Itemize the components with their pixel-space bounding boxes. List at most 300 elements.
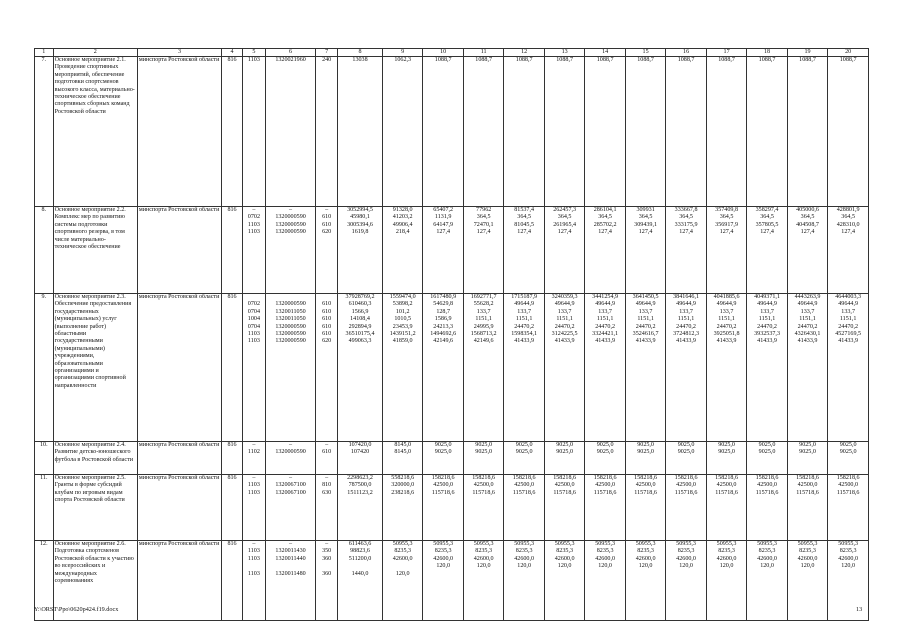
cell-value: 120,0	[800, 563, 815, 570]
cell-value: 787500,0	[348, 482, 372, 489]
year-amount	[585, 57, 625, 207]
year-amount	[504, 57, 544, 207]
cell-value: 8235,3	[677, 548, 695, 555]
cell-value: 1103	[247, 57, 260, 63]
cell-value: 115718,6	[715, 489, 738, 496]
year-amount	[504, 475, 544, 541]
cell-value: 218,4	[395, 229, 410, 236]
year-amount	[463, 207, 503, 294]
cell-value: 42500,0	[514, 482, 535, 489]
cell-value: 127,4	[800, 229, 815, 236]
cell-value: 133,7	[557, 308, 572, 315]
cell-value: 158218,6	[431, 475, 455, 481]
cell-value: 42600,0	[676, 555, 696, 562]
cell-value: 1440,0	[351, 570, 369, 577]
column-number: 14	[585, 49, 625, 57]
cell-value: –	[325, 207, 329, 213]
cell-value: 8145,0	[394, 449, 412, 456]
cell-value: 50955,3	[716, 541, 737, 547]
grbs-code: 816	[222, 541, 243, 621]
total-amount	[338, 442, 383, 475]
year-amount	[706, 475, 746, 541]
year-amount	[423, 57, 463, 207]
cell-value: 133,7	[517, 308, 531, 315]
total-amount	[338, 207, 383, 294]
year-amount	[828, 475, 869, 541]
cell-value: 3005394,6	[347, 221, 373, 228]
year-amount	[625, 442, 665, 475]
year-amount	[625, 207, 665, 294]
cell-value: 1511123,2	[347, 489, 373, 496]
year-amount	[585, 541, 625, 621]
cell-value: 24470,2	[514, 323, 535, 330]
cell-value	[384, 563, 421, 570]
cell-value: 9025,0	[839, 442, 857, 448]
year-amount	[828, 442, 869, 475]
cell-value: 1320000590	[275, 214, 306, 221]
cell-value: 115718,6	[472, 489, 495, 496]
cell-value: 1320011050	[275, 316, 306, 323]
cell-value: 24470,2	[554, 323, 575, 330]
cell-value: 50955,3	[797, 541, 818, 547]
grbs-code: 816	[222, 207, 243, 294]
year-amount	[585, 442, 625, 475]
cell-value: 1151,1	[758, 316, 776, 323]
cell-value: 9025,0	[799, 442, 816, 448]
year-amount	[585, 475, 625, 541]
section-code	[242, 207, 265, 294]
cell-value: 1320000590	[275, 229, 306, 236]
cell-value: 133,7	[638, 308, 653, 315]
cell-value: 358297,4	[755, 207, 779, 213]
executor: минспорта Ростовской области	[137, 207, 221, 294]
cell-value: 1598354,1	[511, 331, 538, 338]
cell-value: 158218,6	[512, 475, 536, 481]
cell-value: 364,5	[638, 214, 653, 221]
cell-value: 261965,4	[553, 221, 577, 228]
cell-value: 610	[322, 316, 332, 323]
cell-value: 120,0	[557, 563, 572, 570]
cell-value: 610	[322, 331, 332, 338]
cell-value: 428801,9	[836, 207, 860, 213]
cell-value: 1088,7	[515, 57, 533, 63]
year-amount	[382, 294, 422, 442]
cell-value: 1151,1	[596, 316, 614, 323]
cell-value: 115718,6	[674, 489, 698, 496]
cell-value: 9025,0	[718, 442, 735, 448]
cell-value: 120,0	[436, 563, 451, 570]
cell-value: 42600,0	[797, 555, 818, 562]
cell-value: 620	[322, 338, 332, 345]
cell-value	[244, 563, 264, 570]
cell-value: 364,5	[679, 214, 693, 221]
cell-value: 158218,6	[593, 475, 617, 481]
year-amount	[544, 541, 584, 621]
cell-value: 64147,9	[433, 221, 454, 228]
cell-value: 1103	[247, 338, 260, 345]
cell-value: 610	[322, 214, 332, 221]
cell-value: 1617480,9	[430, 294, 457, 300]
cell-value: 13038	[352, 57, 368, 63]
cell-value: 49644,9	[514, 301, 535, 308]
cell-value: 333667,8	[674, 207, 698, 213]
year-amount	[787, 207, 827, 294]
cell-value: 127,4	[841, 229, 855, 236]
cell-value: 158218,6	[472, 475, 496, 481]
cell-value: 558218,6	[391, 475, 415, 481]
cell-value: 133,7	[841, 308, 855, 315]
cell-value: 158218,6	[836, 475, 860, 481]
year-amount	[828, 57, 869, 207]
cell-value: 41433,9	[757, 338, 777, 345]
cell-value: 364,5	[841, 214, 855, 221]
cell-value: 1103	[247, 229, 260, 236]
cell-value: 1151,1	[839, 316, 857, 323]
year-amount	[423, 207, 463, 294]
year-amount	[706, 294, 746, 442]
cell-value: 364,5	[800, 214, 815, 221]
target-code	[265, 57, 315, 207]
year-amount	[382, 57, 422, 207]
cell-value: 24470,2	[676, 323, 696, 330]
cell-value: 1103	[247, 221, 260, 228]
cell-value: 42500,0	[838, 482, 859, 489]
cell-value: 42500,0	[433, 482, 454, 489]
cell-value: 41433,9	[676, 338, 696, 345]
cell-value: 1320011440	[275, 555, 306, 562]
expense-type	[316, 541, 338, 621]
cell-value: 107420	[350, 449, 370, 456]
cell-value: 24470,2	[757, 323, 777, 330]
cell-value: 42600,0	[595, 555, 616, 562]
cell-value: 42500,0	[676, 482, 696, 489]
year-amount	[828, 207, 869, 294]
cell-value: 115718,6	[593, 489, 617, 496]
cell-value: 42600,0	[392, 555, 413, 562]
cell-value: 364,5	[760, 214, 774, 221]
cell-value: 1320000590	[275, 338, 306, 345]
event-name: Основное мероприятие 2.3. Обеспечение предоставления государственных (муниципальных) услуг (выполнение работ) областными государственными (муниципальными) учреждениями, образовательными организациями и организациями спортивной направленности	[53, 294, 137, 442]
cell-value: 364,5	[598, 214, 612, 221]
file-path: Y:\ORST\Ppo\0620p424.f19.docx	[34, 606, 119, 613]
cell-value	[546, 571, 583, 578]
year-amount	[382, 442, 422, 475]
year-amount	[585, 207, 625, 294]
year-amount	[625, 475, 665, 541]
cell-value: 42149,6	[433, 338, 454, 345]
cell-value: 499063,3	[348, 338, 372, 345]
cell-value: 405000,6	[796, 207, 819, 213]
year-amount	[828, 294, 869, 442]
year-amount	[423, 294, 463, 442]
cell-value: 1151,1	[637, 316, 654, 323]
cell-value: 53898,2	[392, 301, 413, 308]
cell-value: –	[252, 541, 256, 547]
cell-value: 133,7	[760, 308, 774, 315]
cell-value: 9025,0	[758, 442, 776, 448]
section-code	[242, 294, 265, 442]
cell-value: 364,5	[719, 214, 734, 221]
cell-value: 41859,0	[392, 338, 413, 345]
cell-value: 127,4	[557, 229, 572, 236]
cell-value: 1103	[247, 548, 260, 555]
cell-value: –	[252, 207, 256, 213]
expense-type	[316, 475, 338, 541]
cell-value: 101,2	[395, 308, 410, 315]
page-number: 13	[856, 606, 863, 613]
cell-value: 158218,6	[674, 475, 698, 481]
cell-value: 120,0	[598, 563, 612, 570]
cell-value: 81537,4	[514, 207, 535, 213]
year-amount	[666, 207, 706, 294]
section-code	[242, 442, 265, 475]
cell-value: 286104,1	[593, 207, 617, 213]
cell-value: –	[289, 442, 293, 448]
column-number: 5	[242, 49, 265, 57]
cell-value: 8235,3	[394, 548, 412, 555]
cell-value: 320000,0	[391, 482, 415, 489]
cell-value: 1320067100	[275, 489, 306, 496]
cell-value: 107420,0	[348, 442, 372, 448]
year-amount	[666, 57, 706, 207]
cell-value: 364,5	[557, 214, 572, 221]
section-code	[242, 57, 265, 207]
cell-value: 1062,3	[394, 57, 412, 63]
cell-value: 42500,0	[595, 482, 616, 489]
cell-value: 50955,3	[554, 541, 575, 547]
cell-value: 1103	[247, 489, 260, 496]
cell-value: 1439151,2	[389, 331, 416, 338]
cell-value	[244, 294, 264, 301]
cell-value: 9025,0	[839, 449, 857, 456]
cell-value: –	[325, 541, 329, 547]
cell-value: 1103	[247, 331, 260, 338]
cell-value: 610	[322, 449, 332, 456]
cell-value: 0702	[247, 301, 260, 308]
cell-value: 42600,0	[554, 555, 575, 562]
target-code	[265, 541, 315, 621]
year-amount	[463, 475, 503, 541]
cell-value: 9025,0	[475, 442, 493, 448]
cell-value: 9025,0	[677, 442, 695, 448]
cell-value: 360	[322, 570, 332, 577]
cell-value: 41433,9	[595, 338, 616, 345]
budget-table	[34, 48, 869, 621]
cell-value: 9025,0	[799, 449, 816, 456]
year-amount	[706, 541, 746, 621]
cell-value: 8235,3	[556, 548, 574, 555]
event-name: Основное мероприятие 2.5. Гранты в форме субсидий клубам по игровым видам спорта Ростовской области	[53, 475, 137, 541]
cell-value: 4326430,1	[794, 331, 821, 338]
cell-value: 8235,3	[434, 548, 452, 555]
cell-value: 1151,1	[515, 316, 533, 323]
expense-type	[316, 294, 338, 442]
cell-value: 127,4	[517, 229, 531, 236]
year-amount	[787, 57, 827, 207]
executor: минспорта Ростовской области	[137, 475, 221, 541]
year-amount	[382, 541, 422, 621]
cell-value: 50955,3	[757, 541, 777, 547]
year-amount	[382, 475, 422, 541]
target-code	[265, 294, 315, 442]
cell-value: 50955,3	[392, 541, 413, 547]
cell-value: 127,4	[436, 229, 451, 236]
total-amount	[338, 475, 383, 541]
cell-value	[748, 571, 785, 578]
cell-value	[505, 571, 542, 578]
year-amount	[666, 541, 706, 621]
cell-value: 158218,6	[796, 475, 819, 481]
cell-value: 357409,8	[715, 207, 738, 213]
cell-value: 120,0	[476, 563, 491, 570]
cell-value: 3441254,9	[592, 294, 619, 300]
cell-value: 1103	[247, 570, 260, 577]
cell-value: 8145,0	[394, 442, 412, 448]
year-amount	[544, 294, 584, 442]
cell-value: 3925051,8	[713, 331, 740, 338]
section-code	[242, 475, 265, 541]
cell-value: 8235,3	[596, 548, 614, 555]
cell-value: 1320000590	[275, 331, 306, 338]
year-amount	[706, 442, 746, 475]
cell-value: 610	[322, 323, 332, 330]
cell-value: 8235,3	[839, 548, 857, 555]
cell-value	[267, 563, 314, 570]
cell-value: 49644,9	[838, 301, 859, 308]
cell-value: 127,4	[476, 229, 491, 236]
cell-value: 41433,9	[514, 338, 535, 345]
cell-value: 54629,8	[433, 301, 454, 308]
cell-value: 115718,6	[836, 489, 860, 496]
cell-value	[708, 571, 745, 578]
column-number: 7	[316, 49, 338, 57]
cell-value: 98823,6	[350, 548, 370, 555]
cell-value: 42600,0	[433, 555, 454, 562]
cell-value: 72470,1	[473, 221, 494, 228]
row-number: 8.	[35, 207, 54, 294]
cell-value: 1088,7	[556, 57, 574, 63]
column-number: 12	[504, 49, 544, 57]
cell-value: 511200,0	[348, 555, 372, 562]
grbs-code: 816	[222, 57, 243, 207]
cell-value: 1151,1	[718, 316, 735, 323]
cell-value: 24995,9	[473, 323, 494, 330]
cell-value: 120,0	[395, 570, 410, 577]
cell-value: 1320000590	[275, 323, 306, 330]
cell-value: 49906,4	[392, 221, 413, 228]
cell-value: 120,0	[841, 563, 855, 570]
cell-value: 42600,0	[757, 555, 777, 562]
cell-value: 37928769,2	[345, 294, 375, 300]
row-number: 10.	[35, 442, 54, 475]
cell-value: 133,7	[800, 308, 815, 315]
cell-value: 610460,3	[348, 301, 372, 308]
target-code	[265, 475, 315, 541]
year-amount	[787, 442, 827, 475]
table-row	[35, 294, 869, 442]
cell-value: 77962	[476, 207, 492, 213]
cell-value: 1586,9	[434, 316, 452, 323]
cell-value: 50955,3	[433, 541, 454, 547]
cell-value: 292894,9	[348, 323, 372, 330]
cell-value: 404508,7	[796, 221, 819, 228]
cell-value: 610	[322, 308, 332, 315]
cell-value: 1088,7	[637, 57, 654, 63]
cell-value: 42500,0	[554, 482, 575, 489]
cell-value: 128,7	[436, 308, 451, 315]
cell-value: 3524616,7	[632, 331, 659, 338]
cell-value: 810	[322, 482, 332, 489]
year-amount	[787, 541, 827, 621]
cell-value	[317, 563, 336, 570]
cell-value: 3052994,5	[347, 207, 373, 213]
year-amount	[382, 207, 422, 294]
total-amount	[338, 57, 383, 207]
cell-value: 115718,6	[634, 489, 657, 496]
cell-value: 9025,0	[758, 449, 776, 456]
year-amount	[423, 541, 463, 621]
cell-value: 14108,4	[350, 316, 370, 323]
cell-value: 1151,1	[475, 316, 492, 323]
cell-value: 42500,0	[635, 482, 656, 489]
cell-value: 9025,0	[515, 442, 533, 448]
cell-value: 127,4	[760, 229, 774, 236]
cell-value: 127,4	[719, 229, 734, 236]
cell-value: 2298623,2	[347, 475, 373, 481]
column-number: 2	[53, 49, 137, 57]
cell-value: 1559474,0	[389, 294, 416, 300]
cell-value: 158218,6	[553, 475, 577, 481]
cell-value: 1715187,9	[511, 294, 538, 300]
cell-value: 0704	[247, 323, 260, 330]
cell-value: 115718,6	[431, 489, 455, 496]
target-code	[265, 442, 315, 475]
row-number: 7.	[35, 57, 54, 207]
cell-value: 42500,0	[473, 482, 494, 489]
year-amount	[747, 475, 787, 541]
cell-value: 42500,0	[797, 482, 818, 489]
cell-value: 41433,9	[838, 338, 859, 345]
section-code	[242, 541, 265, 621]
cell-value: 50955,3	[473, 541, 494, 547]
column-number: 6	[265, 49, 315, 57]
year-amount	[423, 442, 463, 475]
cell-value: 9025,0	[434, 449, 452, 456]
cell-value: 1102	[247, 449, 260, 456]
table-row	[35, 475, 869, 541]
column-number: 13	[544, 49, 584, 57]
column-number: 3	[137, 49, 221, 57]
cell-value: 1103	[247, 555, 260, 562]
cell-value: 24470,2	[595, 323, 616, 330]
cell-value: 9025,0	[718, 449, 735, 456]
target-code	[265, 207, 315, 294]
cell-value: –	[325, 475, 329, 481]
cell-value: 1320011050	[275, 308, 306, 315]
cell-value: 42600,0	[838, 555, 859, 562]
table-row	[35, 207, 869, 294]
year-amount	[625, 57, 665, 207]
cell-value: 610	[322, 221, 332, 228]
cell-value	[586, 571, 623, 578]
cell-value: 8235,3	[758, 548, 776, 555]
column-number: 4	[222, 49, 243, 57]
column-number: 16	[666, 49, 706, 57]
year-amount	[787, 475, 827, 541]
cell-value: 49644,9	[757, 301, 777, 308]
cell-value: 42500,0	[716, 482, 737, 489]
cell-value: 428310,0	[836, 221, 860, 228]
